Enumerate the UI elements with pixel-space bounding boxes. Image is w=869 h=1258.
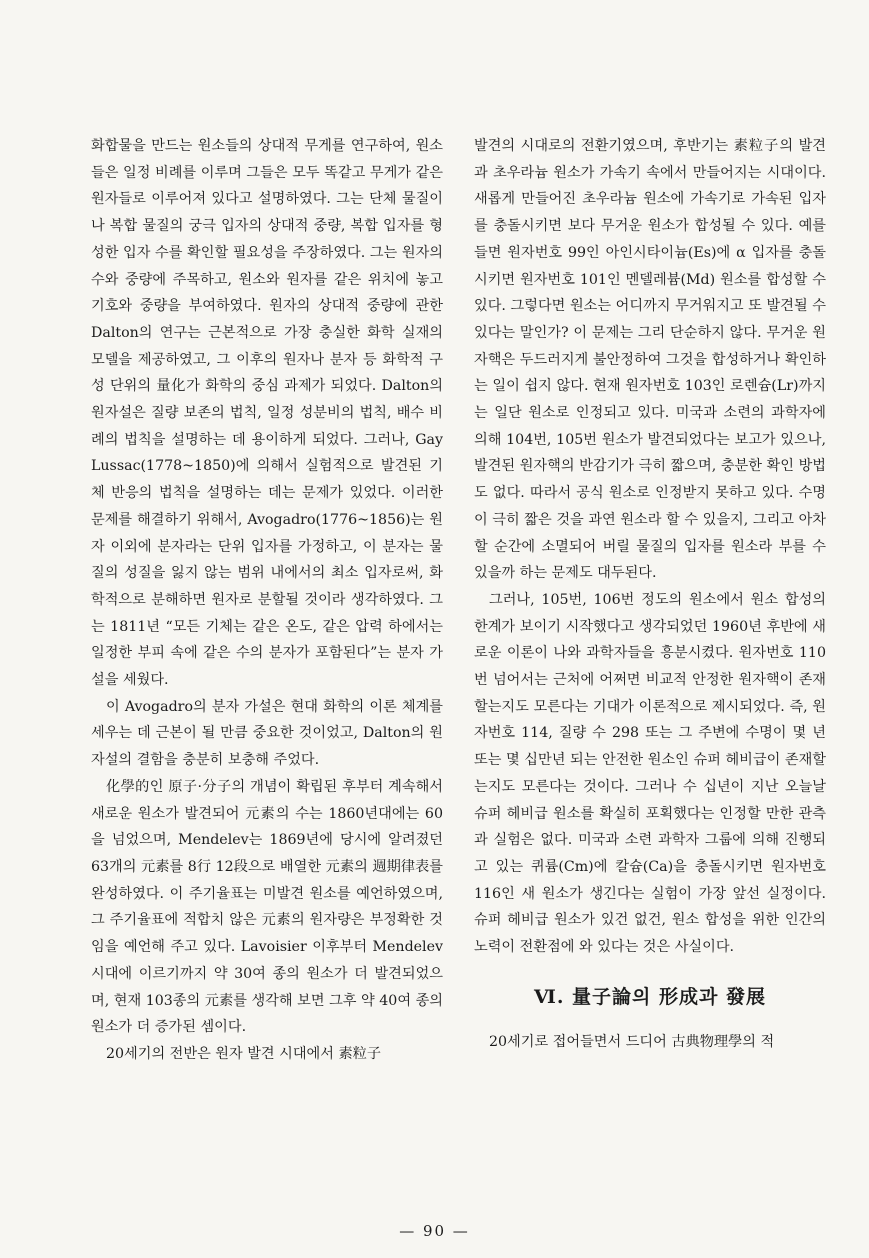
page-number: — 90 — <box>399 1222 470 1240</box>
paragraph: 그러나, 105번, 106번 정도의 원소에서 원소 합성의 한계가 보이기 시작했다고 생각되었던 1960년 후반에 새로운 이론이 나와 과학자들을 흥분시켰다. 원자번호 110번 넘어서는 근처에 어쩌면 비교적 안정한 원자핵이 존재할는지도 모른다는 기대가 이론적으로 제시되었다. 즉, 원자번호 114, 질량 수 298 또는 그 주변에 수명이 몇 년 또는 몇 십만년 되는 안전한 원소인 슈퍼 헤비급이 존재할는지도 모른다는 것이다. 그러나 수 십년이 지난 오늘날 슈퍼 헤비급 원소를 확실히 포획했다는 인정할 만한 관측과 실험은 없다. 미국과 소련 과학자 그룹에 의해 진행되고 있는 퀴륨(Cm)에 칼슘(Ca)을 충돌시키면 원자번호 116인 새 원소가 생긴다는 실험이 가장 앞선 실정이다. 슈퍼 헤비급 원소가 있건 없건, 원소 합성을 위한 인간의 노력이 전환점에 와 있다는 것은 사실이다. <box>474 591 826 956</box>
right-column <box>474 133 826 1056</box>
paragraph: 20세기의 전반은 원자 발견 시대에서 素粒子 <box>106 1045 382 1062</box>
section-heading: Ⅵ. 量子論의 形成과 發展 <box>533 985 767 1008</box>
paragraph: 이 Avogadro의 분자 가설은 현대 화학의 이론 체계를 세우는 데 근본이 될 만큼 중요한 것이었고, Dalton의 원자설의 결함을 충분히 보충해 주었다. <box>91 698 443 769</box>
paragraph: 발견의 시대로의 전환기였으며, 후반기는 素粒子의 발견과 초우라늄 원소가 가속기 속에서 만들어지는 시대이다. 새롭게 만들어진 초우라늄 원소에 가속기로 가속된 입자를 충돌시키면 보다 무거운 원소가 합성될 수 있다. 예를 들면 원자번호 99인 아인시타이늄(Es)에 α 입자를 충돌시키면 원자번호 101인 멘델레븀(Md) 원소를 합성할 수 있다. 그렇다면 원소는 어디까지 무거워지고 또 발견될 수 있다는 말인가? 이 문제는 그리 단순하지 않다. 무거운 원자핵은 두드러지게 불안정하여 그것을 합성하거나 확인하는 일이 쉽지 않다. 현재 원자번호 103인 로렌슘(Lr)까지는 일단 원소로 인정되고 있다. 미국과 소련의 과학자에 의해 104번, 105번 원소가 발견되었다는 보고가 있으나, 발견된 원자핵의 반감기가 극히 짧으며, 충분한 확인 방법도 없다. 따라서 공식 원소로 인정받지 못하고 있다. 수명이 극히 짧은 것을 과연 원소라 할 수 있을지, 그리고 아차할 순간에 소멸되어 버릴 물질의 입자를 원소라 부를 수 있을까 하는 문제도 대두된다. <box>474 138 826 582</box>
paragraph: 화합물을 만드는 원소들의 상대적 무게를 연구하여, 원소들은 일정 비례를 이루며 그들은 모두 똑같고 무게가 같은 원자들로 이루어져 있다고 설명하였다. 그는 단체 물질이나 복합 물질의 궁극 입자의 상대적 중량, 복합 입자를 형성한 입자 수를 확인할 필요성을 주장하였다. 그는 원자의 수와 중량에 주목하고, 원소와 원자를 같은 위치에 놓고 기호와 중량을 부여하였다. 원자의 상대적 중량에 관한 Dalton의 연구는 근본적으로 가장 충실한 화학 실재의 모델을 제공하였고, 그 이후의 원자나 분자 등 화학적 구성 단위의 量化가 화학의 중심 과제가 되었다. Dalton의 원자설은 질량 보존의 법칙, 일정 성분비의 법칙, 배수 비례의 법칙을 설명하는 데 용이하게 되었다. 그러나, Gay Lussac(1778~1850)에 의해서 실험적으로 발견된 기체 반응의 법칙을 설명하는 데는 문제가 있었다. 이러한 문제를 해결하기 위해서, Avogadro(1776~1856)는 원자 이외에 분자라는 단위 입자를 가정하고, 이 분자는 물질의 성질을 잃지 않는 범위 내에서의 최소 입자로써, 화학적으로 분해하면 원자로 분할될 것이라 생각하였다. 그는 1811년 “모든 기체는 같은 온도, 같은 압력 하에서는 일정한 부피 속에 같은 수의 분자가 포함된다”는 분자 가설을 세웠다. <box>91 138 443 689</box>
paragraph: 20세기로 접어들면서 드디어 古典物理學의 적 <box>489 1033 775 1050</box>
paragraph: 化學的인 原子·分子의 개념이 확립된 후부터 계속해서 새로운 원소가 발견되어 元素의 수는 1860년대에는 60을 넘었으며, Mendelev는 1869년에 당시에 알려졌던 63개의 元素를 8行 12段으로 배열한 元素의 週期律表를 완성하였다. 이 주기율표는 미발견 원소를 예언하였으며, 그 주기율표에 적합치 않은 元素의 원자량은 부정확한 것임을 예언해 주고 있다. Lavoisier 이후부터 Mendelev 시대에 이르기까지 약 30여 종의 원소가 더 발견되었으며, 현재 103종의 元素를 생각해 보면 그후 약 40여 종의 원소가 더 증가된 셈이다. <box>91 778 443 1036</box>
left-column <box>91 133 443 1068</box>
